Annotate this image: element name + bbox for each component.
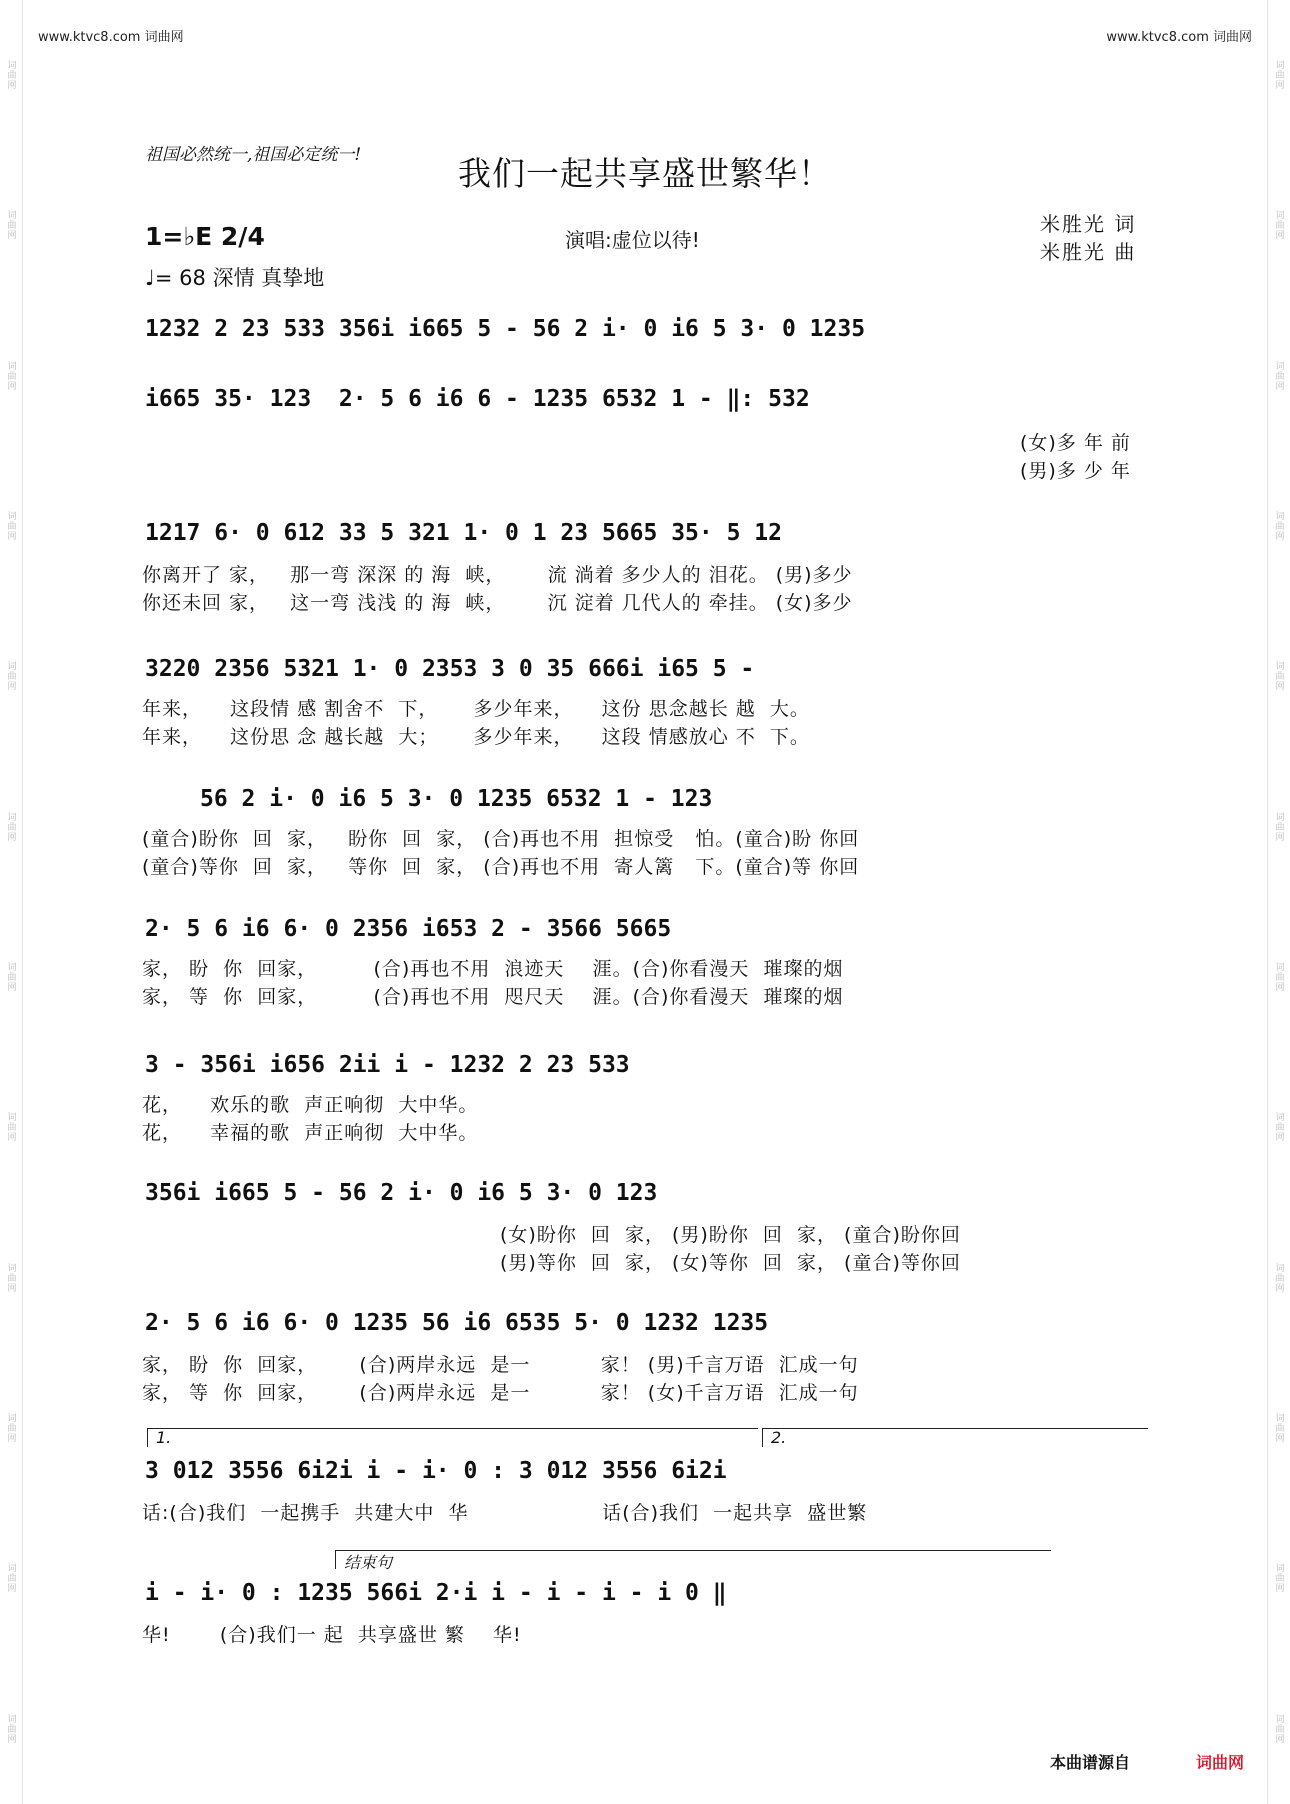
side-watermark: 词曲网 xyxy=(1273,60,1284,91)
lyric-row-8b: (男)等你 回 家， (女)等你 回 家， (童合)等你回 xyxy=(500,1252,961,1274)
side-watermark: 词曲网 xyxy=(1273,360,1284,391)
singer: 演唱:虚位以待! xyxy=(565,228,700,252)
tempo-marking: ♩= 68 深情 真挚地 xyxy=(145,266,325,290)
lyric-row-3a: 你离开了 家， 那一弯 深深 的 海 峡， 流 淌着 多少人的 泪花。 (男)多少 xyxy=(142,564,853,586)
lyric-row-4b: 年来， 这份思 念 越长越 大； 多少年来， 这段 情感放心 不 下。 xyxy=(142,726,810,748)
side-watermark: 词曲网 xyxy=(1273,1413,1284,1444)
side-watermark: 词曲网 xyxy=(1273,1713,1284,1744)
ending-phrase-bracket xyxy=(335,1550,1051,1572)
side-watermark: 词曲网 xyxy=(1273,1262,1284,1293)
footer-source-label: 本曲谱源自 xyxy=(1050,1753,1131,1772)
side-watermark: 词曲网 xyxy=(5,360,16,391)
score-line-6: 2· 5 6 i6 6· 0 2356 i653 2 - 3566 5665 xyxy=(145,916,672,942)
side-watermark: 词曲网 xyxy=(1273,962,1284,993)
lyric-row-5b: (童合)等你 回 家， 等你 回 家， (合)再也不用 寄人篱 下。(童合)等 你回 xyxy=(142,856,860,878)
composer: 米胜光 曲 xyxy=(1040,240,1137,264)
song-title: 我们一起共享盛世繁华！ xyxy=(458,154,832,193)
side-watermark: 词曲网 xyxy=(1273,1112,1284,1143)
lyric-row-7b: 花， 幸福的歌 声正响彻 大中华。 xyxy=(142,1122,479,1144)
score-line-1: 1232 2 23 533 356i i665 5 - 56 2 i· 0 i6 5 3· 0 1235 xyxy=(145,316,866,342)
score-line-2: i665 35· 123 2· 5 6 i6 6 - 1235 6532 1 - ‖: 532 xyxy=(145,386,810,412)
lyric-row-9b: 家， 等 你 回家， (合)两岸永远 是一 家！ (女)千言万语 汇成一句 xyxy=(142,1382,859,1404)
score-line-11: i - i· 0 : 1235 566i 2·i i - i - i - i 0 ‖ xyxy=(145,1580,727,1606)
score-line-8: 356i i665 5 - 56 2 i· 0 i6 5 3· 0 123 xyxy=(145,1180,658,1206)
score-line-10: 3 012 3556 6i2i i - i· 0 : 3 012 3556 6i2i xyxy=(145,1458,727,1484)
key-signature: 1=♭E 2/4 xyxy=(145,222,265,251)
side-watermark: 词曲网 xyxy=(5,1713,16,1744)
left-watermark-strip xyxy=(0,0,23,1804)
lyric-row-9a: 家， 盼 你 回家， (合)两岸永远 是一 家！ (男)千言万语 汇成一句 xyxy=(142,1354,859,1376)
lyric-row-2a: (女)多 年 前 xyxy=(1020,432,1131,454)
footer-brand-link[interactable]: 词曲网 xyxy=(1196,1753,1245,1772)
side-watermark: 词曲网 xyxy=(1273,210,1284,241)
score-line-4: 3220 2356 5321 1· 0 2353 3 0 35 666i i65 5 - xyxy=(145,656,755,682)
lyric-row-5a: (童合)盼你 回 家， 盼你 回 家， (合)再也不用 担惊受 怕。(童合)盼 你回 xyxy=(142,828,860,850)
score-line-9: 2· 5 6 i6 6· 0 1235 56 i6 6535 5· 0 1232 1235 xyxy=(145,1310,769,1336)
motto: 祖国必然统一,祖国必定统一! xyxy=(145,145,362,165)
side-watermark: 词曲网 xyxy=(5,1413,16,1444)
lyric-row-11: 华! (合)我们一 起 共享盛世 繁 华! xyxy=(142,1624,522,1646)
first-ending-label: 1. xyxy=(156,1428,172,1447)
lyric-row-7a: 花， 欢乐的歌 声正响彻 大中华。 xyxy=(142,1094,479,1116)
side-watermark: 词曲网 xyxy=(1273,511,1284,542)
side-watermark: 词曲网 xyxy=(5,1262,16,1293)
second-ending-bracket xyxy=(762,1428,1148,1447)
lyricist: 米胜光 词 xyxy=(1040,212,1137,236)
side-watermark: 词曲网 xyxy=(1273,661,1284,692)
side-watermark: 词曲网 xyxy=(5,1563,16,1594)
right-watermark-strip xyxy=(1267,0,1290,1804)
side-watermark: 词曲网 xyxy=(5,60,16,91)
side-watermark: 词曲网 xyxy=(5,1112,16,1143)
score-line-5: 56 2 i· 0 i6 5 3· 0 1235 6532 1 - 123 xyxy=(200,786,713,812)
side-watermark: 词曲网 xyxy=(1273,1563,1284,1594)
second-ending-label: 2. xyxy=(771,1428,787,1447)
lyric-row-6a: 家， 盼 你 回家， (合)再也不用 浪迹天 涯。(合)你看漫天 璀璨的烟 xyxy=(142,958,844,980)
side-watermark: 词曲网 xyxy=(5,962,16,993)
lyric-row-6b: 家， 等 你 回家， (合)再也不用 咫尺天 涯。(合)你看漫天 璀璨的烟 xyxy=(142,986,844,1008)
credits xyxy=(1040,210,1136,266)
score-line-7: 3 - 356i i656 2ii i - 1232 2 23 533 xyxy=(145,1052,630,1078)
side-watermark: 词曲网 xyxy=(5,661,16,692)
lyric-row-10: 话:(合)我们 一起携手 共建大中 华 话(合)我们 一起共享 盛世繁 xyxy=(142,1502,868,1524)
header-url-right[interactable]: www.ktvc8.com 词曲网 xyxy=(1106,30,1252,45)
lyric-row-3b: 你还未回 家， 这一弯 浅浅 的 海 峡， 沉 淀着 几代人的 牵挂。 (女)多少 xyxy=(142,592,853,614)
lyric-row-8a: (女)盼你 回 家， (男)盼你 回 家， (童合)盼你回 xyxy=(500,1224,961,1246)
first-ending-bracket xyxy=(147,1428,758,1447)
lyric-row-4a: 年来， 这段情 感 割舍不 下， 多少年来， 这份 思念越长 越 大。 xyxy=(142,698,810,720)
ending-phrase-label: 结束句 xyxy=(344,1553,393,1572)
side-watermark: 词曲网 xyxy=(5,511,16,542)
side-watermark: 词曲网 xyxy=(5,811,16,842)
side-watermark: 词曲网 xyxy=(1273,811,1284,842)
header-url-left[interactable]: www.ktvc8.com 词曲网 xyxy=(38,30,184,45)
lyric-row-2b: (男)多 少 年 xyxy=(1020,460,1131,482)
side-watermark: 词曲网 xyxy=(5,210,16,241)
score-line-3: 1217 6· 0 612 33 5 321 1· 0 1 23 5665 35· 5 12 xyxy=(145,520,782,546)
